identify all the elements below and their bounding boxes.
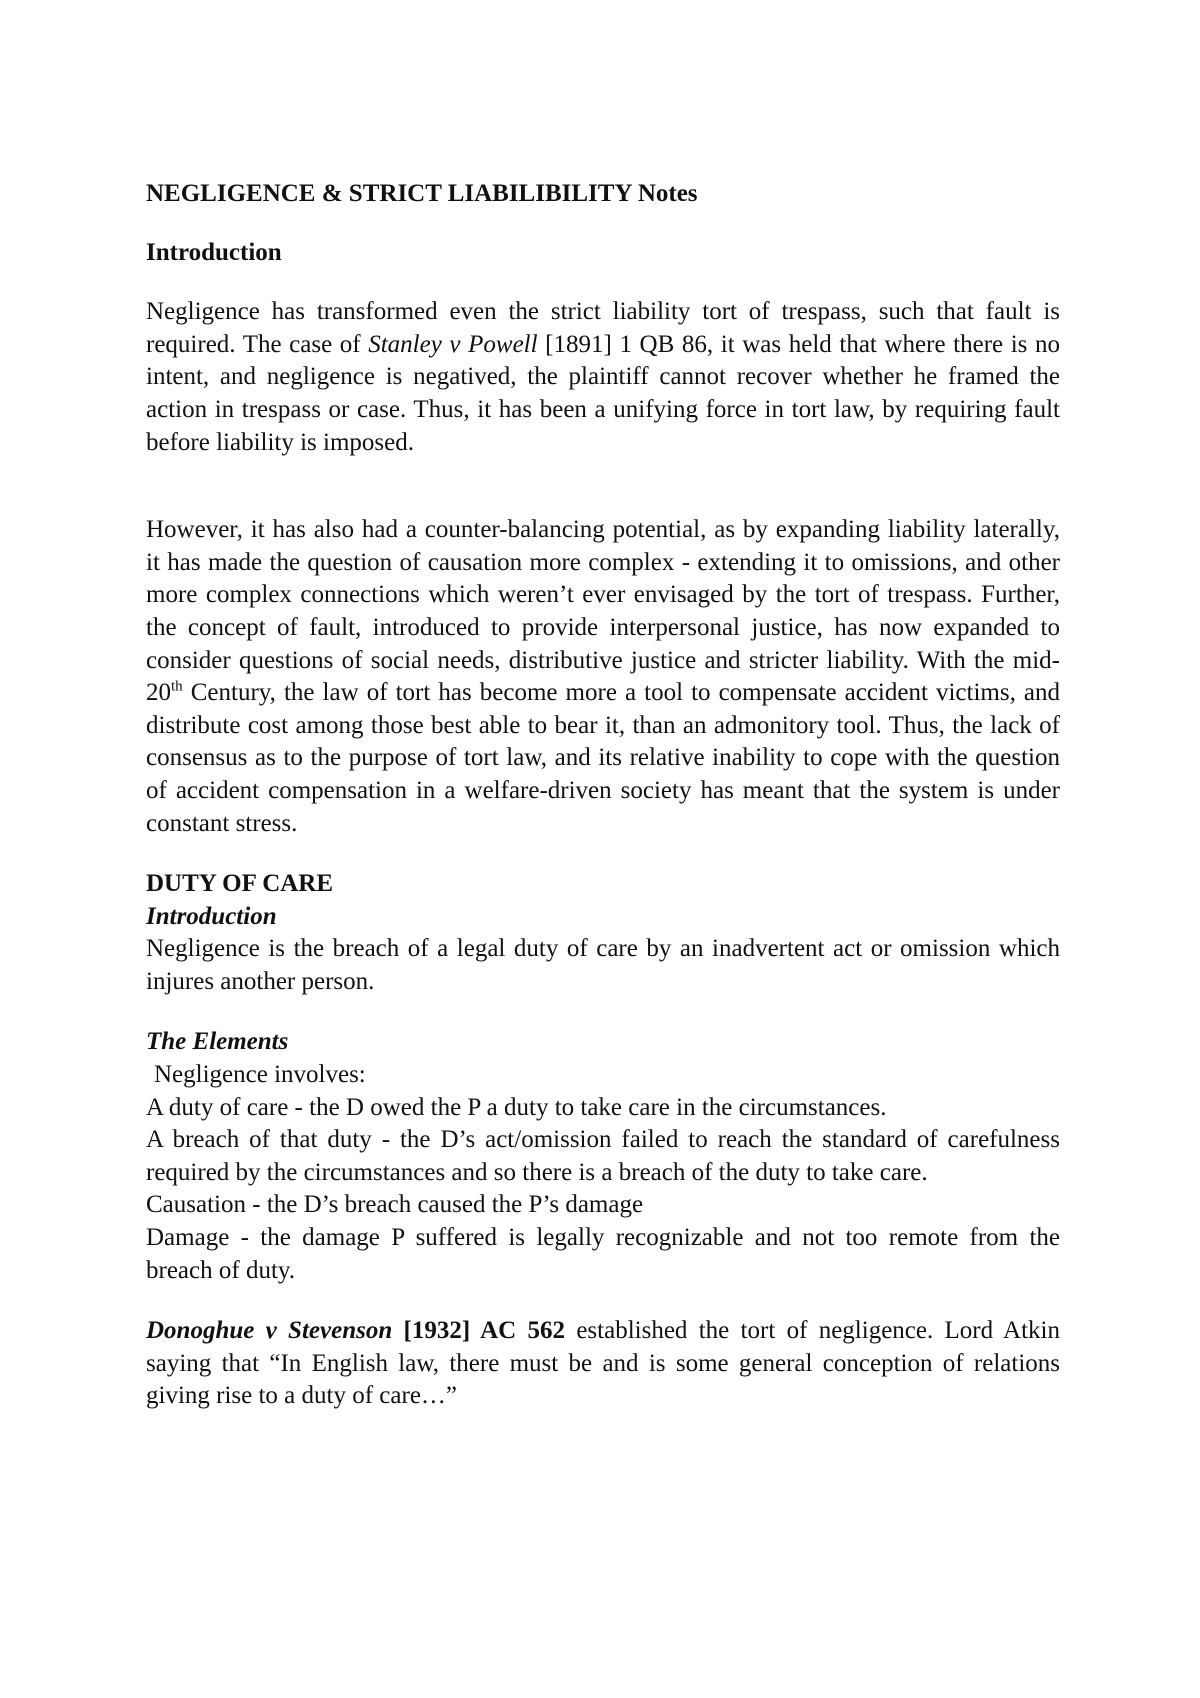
element-item: A breach of that duty - the D’s act/omission failed to reach the standard of carefulness required by the circumstances and so there is a breach of the duty to take care. [146,1126,1060,1186]
elements-lead: Negligence involves: [154,1061,366,1089]
document-page [146,178,1060,1413]
para1-text-b: [1891] 1 QB 86, it was held that where there is no intent, and negligence is negatived, the plaintiff cannot recover whether he framed the action in trespass or case. Thus, it has been a unifying force in tort law, by requiring fault before liability is imposed. [146,330,1061,456]
donoghue-paragraph [146,1315,1060,1413]
duty-intro-text: Negligence is the breach of a legal duty of care by an inadvertent act or omission which injures another person. [146,935,1060,995]
case-stanley-v-powell: Stanley v Powell [368,330,538,358]
intro-paragraph-1 [146,296,1060,459]
case-donoghue-v-stevenson: Donoghue v Stevenson [146,1317,393,1345]
donoghue-text: established the tort of negligence. Lord Atkin saying that “In English law, there must be and is some general conception of relations giving rise to a duty of care…” [146,1317,1060,1410]
element-item: A duty of care - the D owed the P a duty to take care in the circumstances. [146,1093,887,1121]
intro-paragraph-2 [146,514,1060,840]
para2-text-a: However, it has also had a counter-balancing potential, as by expanding liability laterally, it has made the question of causation more complex - extending it to omissions, and other more complex connections which weren’t ever envisaged by the tort of trespass. Further, the concept of fault, introduced to provide interpersonal justice, has now expanded to consider questions of social needs, distributive justice and stricter liability. With the mid-20 [146,516,1060,707]
elements-heading: The Elements [146,1028,289,1056]
document-title: NEGLIGENCE & STRICT LIABILIBILITY Notes [146,180,698,207]
para1-text-a: Negligence has transformed even the strict liability tort of trespass, such that fault is required. The case of [146,298,1060,358]
intro-heading: Introduction [146,238,282,266]
para2-text-b: Century, the law of tort has become more a tool to compensate accident victims, and distribute cost among those best able to bear it, than an admonitory tool. Thus, the lack of consensus as to the purpose of tort law, and its relative inability to cope with the question of accident compensation in a welfare-driven society has meant that the system is under constant stress. [146,679,1060,837]
duty-of-care-heading: DUTY OF CARE [146,870,334,898]
element-item: Causation - the D’s breach caused the P’s damage [146,1191,644,1219]
para2-superscript: th [171,678,183,695]
element-item: Damage - the damage P suffered is legally recognizable and not too remote from the breach of duty. [146,1224,1060,1284]
duty-intro-heading: Introduction [146,902,277,930]
donoghue-citation: [1932] AC 562 [392,1317,566,1345]
